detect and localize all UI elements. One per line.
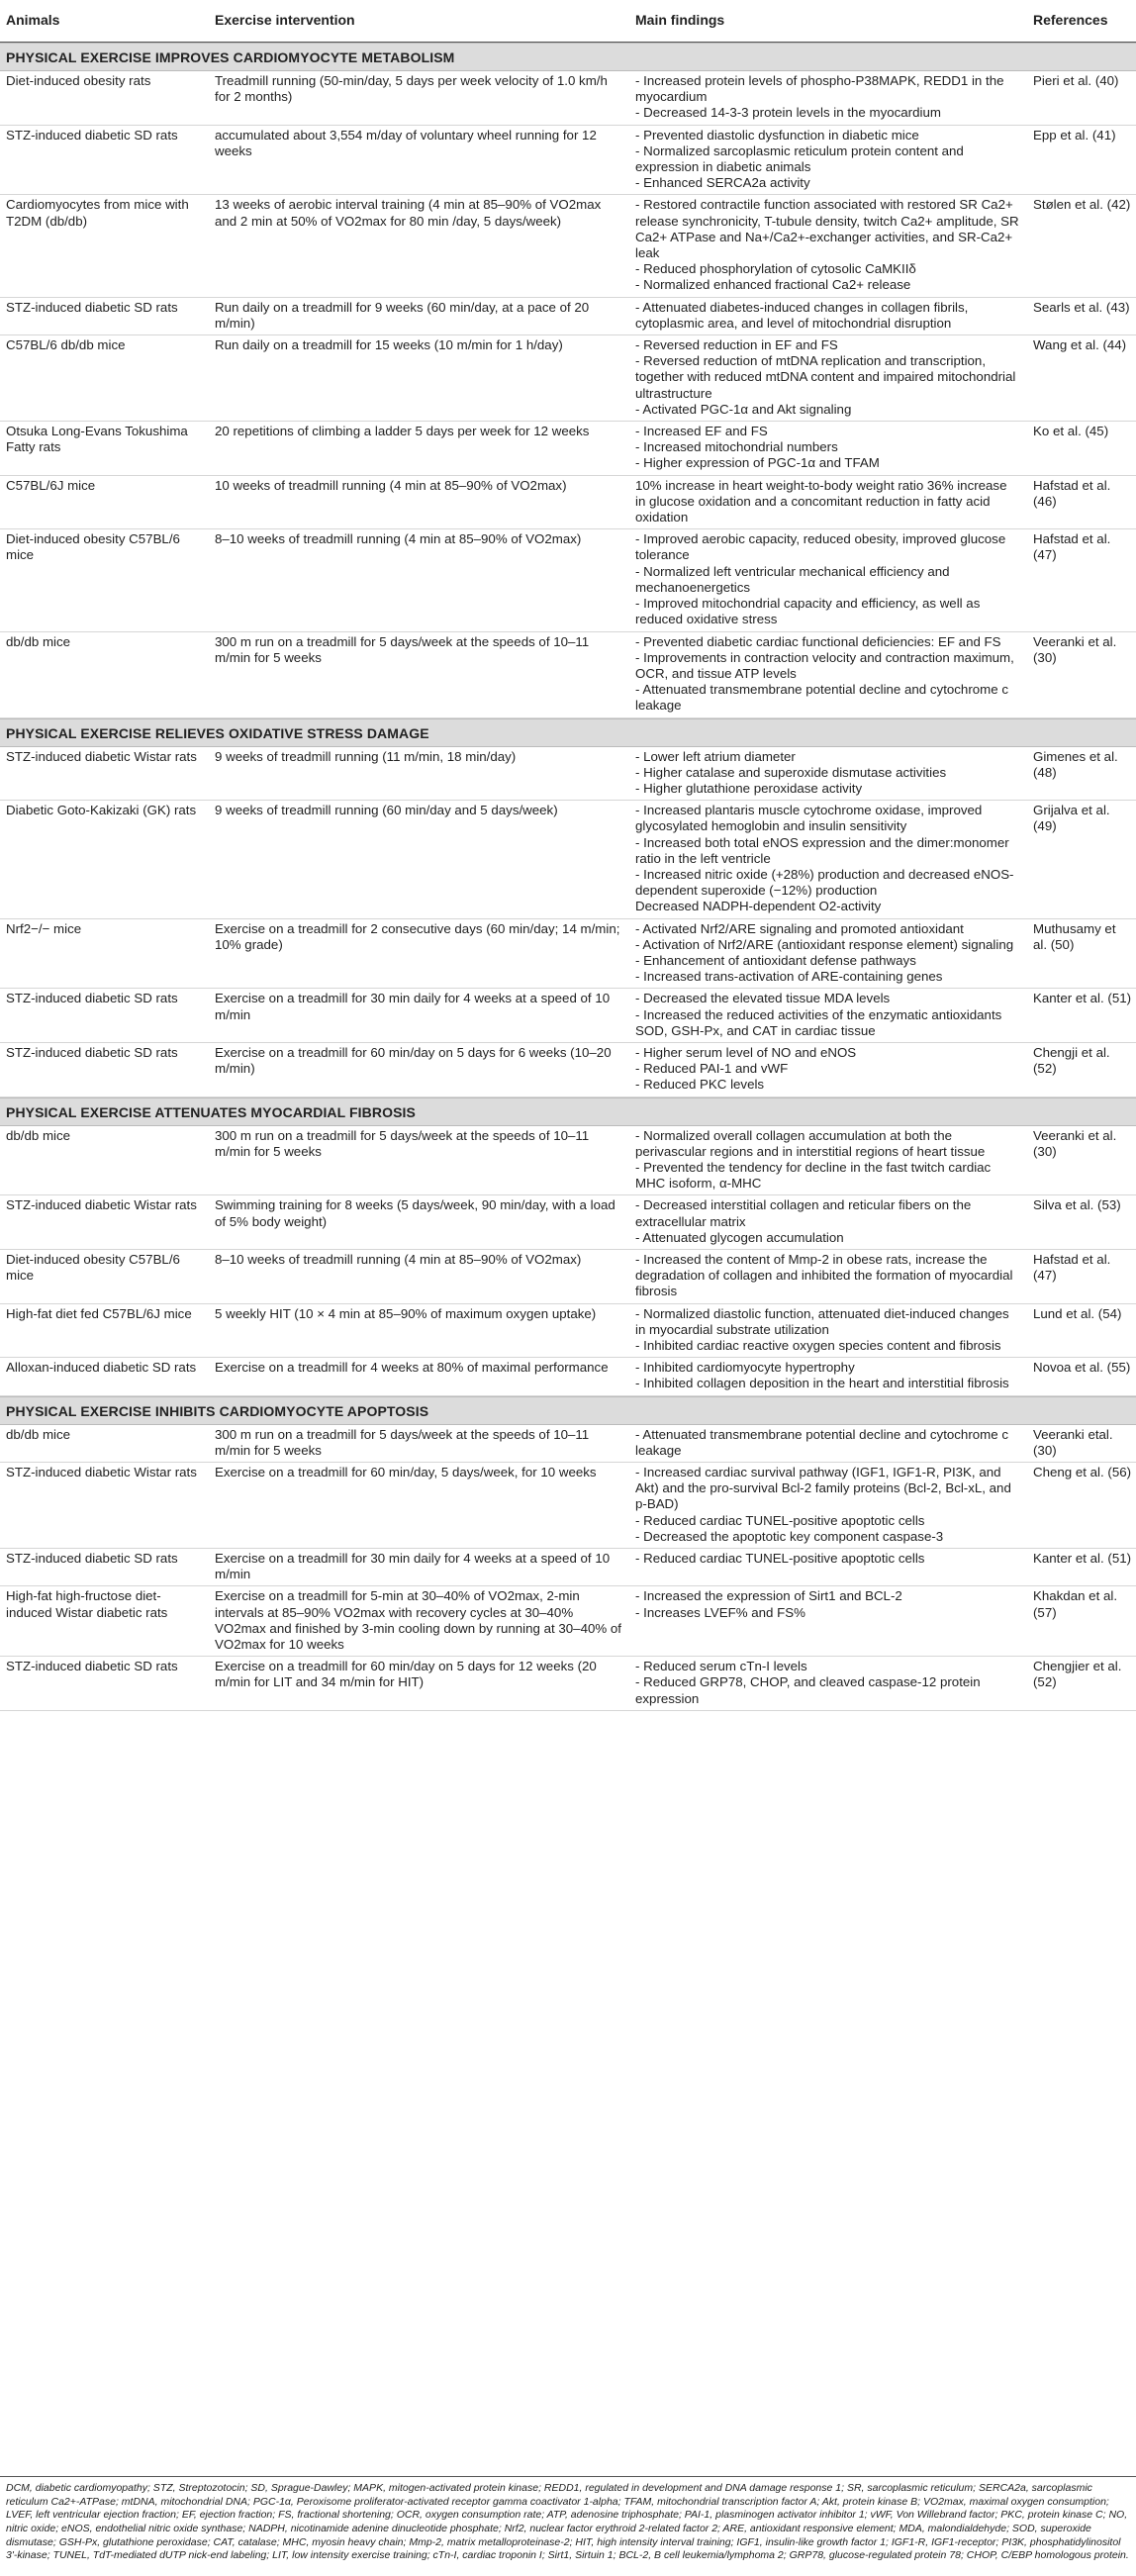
intervention-cell: 9 weeks of treadmill running (11 m/min, 18 min/day) xyxy=(215,748,517,764)
intervention-cell: Exercise on a treadmill for 5-min at 30–40% of VO2max, 2-min intervals at 85–90% VO2max with recovery cycles at 30–40% VO2max and finished by 3-min cooling down by running at 30–40% of VO2max for 10 weeks xyxy=(215,1588,621,1653)
intervention-cell: Exercise on a treadmill for 60 min/day, 5 days/week, for 10 weeks xyxy=(215,1465,597,1480)
intervention-cell: accumulated about 3,554 m/day of voluntary wheel running for 12 weeks xyxy=(215,127,597,158)
finding-item: - Increased trans-activation of ARE-containing genes xyxy=(635,969,943,985)
table-footnote: DCM, diabetic cardiomyopathy; STZ, Streptozotocin; SD, Sprague-Dawley; MAPK, mitogen-activated protein kinase; REDD1, regulated in development and DNA damage response 1; SR, sarcoplasmic reticulum; SERCA2a, sarcoplasmic reticulum Ca2+-ATPase; mtDNA, mitochondrial DNA; PGC-1α, Peroxisome proliferator-activated receptor gamma coactivator 1-alpha; TFAM, mitochondrial transcription factor A; Akt, protein kinase B; VO2max, maximal oxygen consumption; LVEF, left ventricular ejection fraction; EF, ejection fraction; FS, fractional shortening; OCR, oxygen consumption rate; ATP, adenosine triphosphate; PAI-1, plasminogen activator inhibitor 1; vWF, Von Willebrand factor; PKC, protein kinase C; NO, nitric oxide; eNOS, endothelial nitric oxide synthase; NADPH, nicotinamide adenine dinucleotide phosphate; Nrf2, nuclear factor erythroid 2-related factor 2; ARE, antioxidant responsive element; MDA, malondialdehyde; SOD, superoxide dismutase; GSH-Px, glutathione peroxidase; CAT, catalase; MHC, myosin heavy chain; Mmp-2, matrix metalloproteinase-2; HIT, high intensity interval training; IGF1, insulin-like growth factor 1; IGF1-R, IGF1-receptor; PI3K, phosphatidylinositol 3'-kinase; TUNEL, TdT-mediated dUTP nick-end labeling; LIT, low intensity exercise training; cTn-I, cardiac troponin I; Sirt1, Sirtuin 1; BCL-2, B cell leukemia/lymphoma 2; GRP78, glucose-regulated protein 78; CHOP, C/EBP homologous protein. xyxy=(0,2476,1136,2563)
reference-cell: Muthusamy et al. (50) xyxy=(1033,920,1116,952)
intervention-cell: Exercise on a treadmill for 60 min/day on 5 days for 6 weeks (10–20 m/min) xyxy=(215,1044,612,1077)
section-heading: PHYSICAL EXERCISE IMPROVES CARDIOMYOCYTE METABOLISM xyxy=(0,43,1136,71)
finding-item: - Higher expression of PGC-1α and TFAM xyxy=(635,455,880,471)
table-row xyxy=(0,1043,1136,1097)
animal-cell: STZ-induced diabetic SD rats xyxy=(6,1659,178,1674)
finding-item: - Increased cardiac survival pathway (IGF1, IGF1-R, PI3K, and Akt) and the pro-survival Bcl-2 family proteins (Bcl-2, Bcl-xL, and p-BAD) xyxy=(635,1465,1011,1512)
animal-cell: Otsuka Long-Evans Tokushima Fatty rats xyxy=(6,424,188,455)
table-row xyxy=(0,1425,1136,1463)
table-row xyxy=(0,1250,1136,1304)
finding-item: - Reduced GRP78, CHOP, and cleaved caspase-12 protein expression xyxy=(635,1674,981,1706)
finding-item: - Reversed reduction in EF and FS xyxy=(635,337,838,353)
table-row xyxy=(0,476,1136,530)
table-row xyxy=(0,422,1136,476)
finding-item: - Reduced phosphorylation of cytosolic CaMKIIδ xyxy=(635,261,916,277)
finding-item: - Normalized sarcoplasmic reticulum protein content and expression in diabetic animals xyxy=(635,143,964,175)
reference-cell: Kanter et al. (51) xyxy=(1033,1551,1132,1567)
findings-cell xyxy=(630,1128,1028,1193)
table-row xyxy=(0,1549,1136,1586)
intervention-cell: 20 repetitions of climbing a ladder 5 days per week for 12 weeks xyxy=(215,424,590,439)
intervention-cell: Run daily on a treadmill for 15 weeks (10 m/min for 1 h/day) xyxy=(215,337,563,353)
intervention-cell: 8–10 weeks of treadmill running (4 min at 85–90% of VO2max) xyxy=(215,1252,582,1267)
finding-item: - Prevented the tendency for decline in the fast twitch cardiac MHC isoform, α-MHC xyxy=(635,1159,992,1192)
findings-cell xyxy=(630,300,1028,332)
findings-cell xyxy=(630,1551,1028,1582)
findings-cell xyxy=(630,803,1028,914)
finding-item: - Activated PGC-1α and Akt signaling xyxy=(635,401,852,417)
intervention-cell: 9 weeks of treadmill running (60 min/day and 5 days/week) xyxy=(215,803,558,818)
finding-item: - Reversed reduction of mtDNA replication and transcription, together with reduced mtDNA content and impaired mitochondrial ultrastructure xyxy=(635,353,1016,401)
intervention-cell: 10 weeks of treadmill running (4 min at 85–90% of VO2max) xyxy=(215,477,567,493)
animal-cell: Alloxan-induced diabetic SD rats xyxy=(6,1360,197,1376)
reference-cell: Cheng et al. (56) xyxy=(1033,1465,1132,1480)
animal-cell: STZ-induced diabetic Wistar rats xyxy=(6,1197,197,1213)
intervention-cell: 5 weekly HIT (10 × 4 min at 85–90% of maximum oxygen uptake) xyxy=(215,1305,597,1321)
animal-cell: db/db mice xyxy=(6,1127,71,1143)
findings-cell xyxy=(630,337,1028,418)
finding-item: - Improved mitochondrial capacity and efficiency, as well as reduced oxidative stress xyxy=(635,596,981,627)
animal-cell: Diabetic Goto-Kakizaki (GK) rats xyxy=(6,803,197,818)
reference-cell: Novoa et al. (55) xyxy=(1033,1360,1131,1376)
table-row xyxy=(0,195,1136,297)
findings-cell xyxy=(630,197,1028,293)
reference-cell: Veeranki etal. (30) xyxy=(1033,1426,1113,1458)
finding-item: - Improvements in contraction velocity and contraction maximum, OCR, and tissue ATP levels xyxy=(635,649,1014,681)
intervention-cell: 300 m run on a treadmill for 5 days/week at the speeds of 10–11 m/min for 5 weeks xyxy=(215,633,590,665)
findings-cell xyxy=(630,921,1028,986)
finding-item: - Inhibited collagen deposition in the heart and interstitial fibrosis xyxy=(635,1376,1009,1391)
findings-cell xyxy=(630,128,1028,192)
finding-item: - Prevented diabetic cardiac functional deficiencies: EF and FS xyxy=(635,633,1001,649)
finding-item: - Reduced serum cTn-I levels xyxy=(635,1659,807,1674)
finding-item: - Reduced cardiac TUNEL-positive apoptotic cells xyxy=(635,1551,925,1567)
finding-item: - Activated Nrf2/ARE signaling and promoted antioxidant xyxy=(635,920,964,936)
finding-item: - Decreased 14-3-3 protein levels in the myocardium xyxy=(635,105,941,121)
finding-item: - Increases LVEF% and FS% xyxy=(635,1604,805,1620)
animal-cell: High-fat high-fructose diet-induced Wistar diabetic rats xyxy=(6,1588,168,1620)
findings-cell xyxy=(630,1045,1028,1094)
intervention-cell: Exercise on a treadmill for 30 min daily for 4 weeks at a speed of 10 m/min xyxy=(215,991,611,1022)
table-row xyxy=(0,801,1136,918)
animal-cell: Cardiomyocytes from mice with T2DM (db/db) xyxy=(6,197,189,229)
table-row xyxy=(0,1304,1136,1359)
finding-item: - Restored contractile function associated with restored SR Ca2+ release synchronicity, T-tubule density, twitch Ca2+ amplitude, SR Ca2+ ATPase and Na+/Ca2+-exchanger activities, and SR-Ca2+ leak xyxy=(635,197,1019,261)
animal-cell: STZ-induced diabetic Wistar rats xyxy=(6,748,197,764)
finding-item: 10% increase in heart weight-to-body weight ratio 36% increase in glucose oxidation and a concomitant reduction in fatty acid oxidation xyxy=(635,477,1007,525)
animal-cell: C57BL/6J mice xyxy=(6,477,96,493)
finding-item: - Higher serum level of NO and eNOS xyxy=(635,1044,857,1060)
intervention-cell: Exercise on a treadmill for 4 weeks at 80% of maximal performance xyxy=(215,1360,609,1376)
table-row xyxy=(0,529,1136,631)
intervention-cell: 13 weeks of aerobic interval training (4 min at 85–90% of VO2max and 2 min at 50% of VO2max for 80 min /day, 5 days/week) xyxy=(215,197,602,229)
finding-item: - Attenuated transmembrane potential decline and cytochrome c leakage xyxy=(635,1426,1008,1458)
reference-cell: Gimenes et al. (48) xyxy=(1033,748,1118,780)
reference-cell: Hafstad et al. (46) xyxy=(1033,477,1111,509)
reference-cell: Pieri et al. (40) xyxy=(1033,73,1119,88)
animal-cell: Nrf2−/− mice xyxy=(6,920,82,936)
table-row xyxy=(0,1126,1136,1196)
animal-cell: STZ-induced diabetic Wistar rats xyxy=(6,1465,197,1480)
intervention-cell: 8–10 weeks of treadmill running (4 min at 85–90% of VO2max) xyxy=(215,531,582,547)
finding-item: - Increased protein levels of phospho-P38MAPK, REDD1 in the myocardium xyxy=(635,73,1004,105)
table-row xyxy=(0,989,1136,1043)
animal-cell: STZ-induced diabetic SD rats xyxy=(6,1551,178,1567)
table-row xyxy=(0,1586,1136,1657)
finding-item: - Reduced PAI-1 and vWF xyxy=(635,1061,789,1077)
table-row xyxy=(0,1463,1136,1549)
section-heading: PHYSICAL EXERCISE RELIEVES OXIDATIVE STRESS DAMAGE xyxy=(0,718,1136,747)
intervention-cell: Treadmill running (50-min/day, 5 days per week velocity of 1.0 km/h for 2 months) xyxy=(215,73,608,105)
findings-cell xyxy=(630,531,1028,627)
findings-cell xyxy=(630,1360,1028,1391)
findings-cell xyxy=(630,1306,1028,1355)
finding-item: - Enhanced SERCA2a activity xyxy=(635,175,810,191)
animal-cell: Diet-induced obesity rats xyxy=(6,73,151,88)
table-row xyxy=(0,71,1136,126)
reference-cell: Chengjier et al. (52) xyxy=(1033,1659,1122,1690)
finding-item: - Increased EF and FS xyxy=(635,424,768,439)
intervention-cell: Run daily on a treadmill for 9 weeks (60 min/day, at a pace of 20 m/min) xyxy=(215,299,590,331)
finding-item: - Reduced cardiac TUNEL-positive apoptotic cells xyxy=(635,1512,925,1528)
findings-cell xyxy=(630,73,1028,122)
reference-cell: Chengji et al. (52) xyxy=(1033,1044,1110,1077)
animal-cell: STZ-induced diabetic SD rats xyxy=(6,1044,178,1060)
reference-cell: Veeranki et al. (30) xyxy=(1033,633,1117,665)
finding-item: - Enhancement of antioxidant defense pathways xyxy=(635,952,916,968)
findings-cell xyxy=(630,1252,1028,1300)
findings-cell xyxy=(630,1427,1028,1459)
reference-cell: Lund et al. (54) xyxy=(1033,1305,1122,1321)
table-row xyxy=(0,298,1136,335)
finding-item: - Normalized diastolic function, attenuated diet-induced changes in myocardial substrate utilization xyxy=(635,1305,1009,1337)
findings-cell xyxy=(630,991,1028,1039)
intervention-cell: Exercise on a treadmill for 60 min/day on 5 days for 12 weeks (20 m/min for LIT and 34 m/min for HIT) xyxy=(215,1659,597,1690)
table-row xyxy=(0,747,1136,802)
finding-item: - Reduced PKC levels xyxy=(635,1077,765,1093)
table-row xyxy=(0,1195,1136,1250)
findings-cell xyxy=(630,1659,1028,1707)
section-heading: PHYSICAL EXERCISE ATTENUATES MYOCARDIAL FIBROSIS xyxy=(0,1097,1136,1126)
finding-item: - Normalized enhanced fractional Ca2+ release xyxy=(635,277,911,293)
finding-item: - Increased both total eNOS expression and the dimer:monomer ratio in the left ventricle xyxy=(635,834,1009,866)
reference-cell: Epp et al. (41) xyxy=(1033,127,1116,143)
section-heading: PHYSICAL EXERCISE INHIBITS CARDIOMYOCYTE APOPTOSIS xyxy=(0,1396,1136,1425)
intervention-cell: Swimming training for 8 weeks (5 days/week, 90 min/day, with a load of 5% body weight) xyxy=(215,1197,615,1229)
finding-item: - Increased the content of Mmp-2 in obese rats, increase the degradation of collagen and inhibited the formation of myocardial fibrosis xyxy=(635,1252,1013,1299)
table-row xyxy=(0,126,1136,196)
finding-item: - Attenuated transmembrane potential decline and cytochrome c leakage xyxy=(635,682,1008,714)
animal-cell: C57BL/6 db/db mice xyxy=(6,337,126,353)
intervention-cell: Exercise on a treadmill for 30 min daily for 4 weeks at a speed of 10 m/min xyxy=(215,1551,611,1582)
finding-item: - Decreased interstitial collagen and reticular fibers on the extracellular matrix xyxy=(635,1197,972,1229)
finding-item: - Increased the reduced activities of the enzymatic antioxidants SOD, GSH-Px, and CAT in cardiac tissue xyxy=(635,1006,1002,1038)
finding-item: - Activation of Nrf2/ARE (antioxidant response element) signaling xyxy=(635,936,1014,952)
reference-cell: Ko et al. (45) xyxy=(1033,424,1109,439)
animal-cell: STZ-induced diabetic SD rats xyxy=(6,127,178,143)
finding-item: - Lower left atrium diameter xyxy=(635,748,796,764)
findings-cell xyxy=(630,749,1028,798)
table-header xyxy=(0,0,1136,43)
table-row xyxy=(0,1657,1136,1711)
finding-item: - Higher glutathione peroxidase activity xyxy=(635,780,863,796)
table-row xyxy=(0,1358,1136,1395)
reference-cell: Grijalva et al. (49) xyxy=(1033,803,1110,834)
table-row xyxy=(0,335,1136,422)
finding-item: - Inhibited cardiac reactive oxygen species content and fibrosis xyxy=(635,1338,1001,1354)
finding-item: - Increased nitric oxide (+28%) production and decreased eNOS-dependent superoxide (−12%) production xyxy=(635,866,1014,899)
findings-cell xyxy=(630,1588,1028,1653)
findings-cell xyxy=(630,478,1028,526)
animal-cell: db/db mice xyxy=(6,1426,71,1442)
reference-cell: Khakdan et al. (57) xyxy=(1033,1588,1118,1620)
reference-cell: Searls et al. (43) xyxy=(1033,299,1130,315)
finding-item: - Normalized left ventricular mechanical efficiency and mechanoenergetics xyxy=(635,563,950,595)
finding-item: - Inhibited cardiomyocyte hypertrophy xyxy=(635,1360,855,1376)
header-main-findings: Main findings xyxy=(635,12,725,28)
reference-cell: Veeranki et al. (30) xyxy=(1033,1127,1117,1159)
finding-item: - Higher catalase and superoxide dismutase activities xyxy=(635,764,947,780)
finding-item: - Increased plantaris muscle cytochrome oxidase, improved glycosylated hemoglobin and insulin sensitivity xyxy=(635,803,983,834)
reference-cell: Wang et al. (44) xyxy=(1033,337,1127,353)
animal-cell: Diet-induced obesity C57BL/6 mice xyxy=(6,1252,180,1284)
finding-item: - Normalized overall collagen accumulation at both the perivascular regions and in interstitial regions of heart tissue xyxy=(635,1127,986,1159)
reference-cell: Kanter et al. (51) xyxy=(1033,991,1132,1006)
finding-item: - Attenuated glycogen accumulation xyxy=(635,1229,844,1245)
finding-item: - Increased mitochondrial numbers xyxy=(635,439,838,455)
header-references: References xyxy=(1033,12,1108,28)
finding-item: - Prevented diastolic dysfunction in diabetic mice xyxy=(635,127,919,143)
header-exercise-intervention: Exercise intervention xyxy=(215,12,355,28)
finding-item: - Attenuated diabetes-induced changes in collagen fibrils, cytoplasmic area, and level of mitochondrial disruption xyxy=(635,299,969,331)
animal-cell: STZ-induced diabetic SD rats xyxy=(6,299,178,315)
reference-cell: Silva et al. (53) xyxy=(1033,1197,1121,1213)
finding-item: - Decreased the apoptotic key component caspase-3 xyxy=(635,1528,944,1544)
animal-cell: Diet-induced obesity C57BL/6 mice xyxy=(6,531,180,563)
findings-cell xyxy=(630,424,1028,472)
findings-cell xyxy=(630,1465,1028,1545)
reference-cell: Stølen et al. (42) xyxy=(1033,197,1131,213)
animal-cell: High-fat diet fed C57BL/6J mice xyxy=(6,1305,192,1321)
table-body xyxy=(0,43,1136,1711)
reference-cell: Hafstad et al. (47) xyxy=(1033,1252,1111,1284)
findings-cell xyxy=(630,634,1028,715)
intervention-cell: 300 m run on a treadmill for 5 days/week at the speeds of 10–11 m/min for 5 weeks xyxy=(215,1426,590,1458)
finding-item: Decreased NADPH-dependent O2-activity xyxy=(635,899,882,914)
intervention-cell: 300 m run on a treadmill for 5 days/week at the speeds of 10–11 m/min for 5 weeks xyxy=(215,1127,590,1159)
animal-cell: STZ-induced diabetic SD rats xyxy=(6,991,178,1006)
finding-item: - Increased the expression of Sirt1 and BCL-2 xyxy=(635,1588,902,1604)
finding-item: - Improved aerobic capacity, reduced obesity, improved glucose tolerance xyxy=(635,531,1006,563)
table-row xyxy=(0,919,1136,990)
table-row xyxy=(0,632,1136,718)
animal-cell: db/db mice xyxy=(6,633,71,649)
reference-cell: Hafstad et al. (47) xyxy=(1033,531,1111,563)
finding-item: - Decreased the elevated tissue MDA levels xyxy=(635,991,891,1006)
intervention-cell: Exercise on a treadmill for 2 consecutive days (60 min/day; 14 m/min; 10% grade) xyxy=(215,920,620,952)
findings-cell xyxy=(630,1197,1028,1246)
header-animals: Animals xyxy=(6,12,60,28)
